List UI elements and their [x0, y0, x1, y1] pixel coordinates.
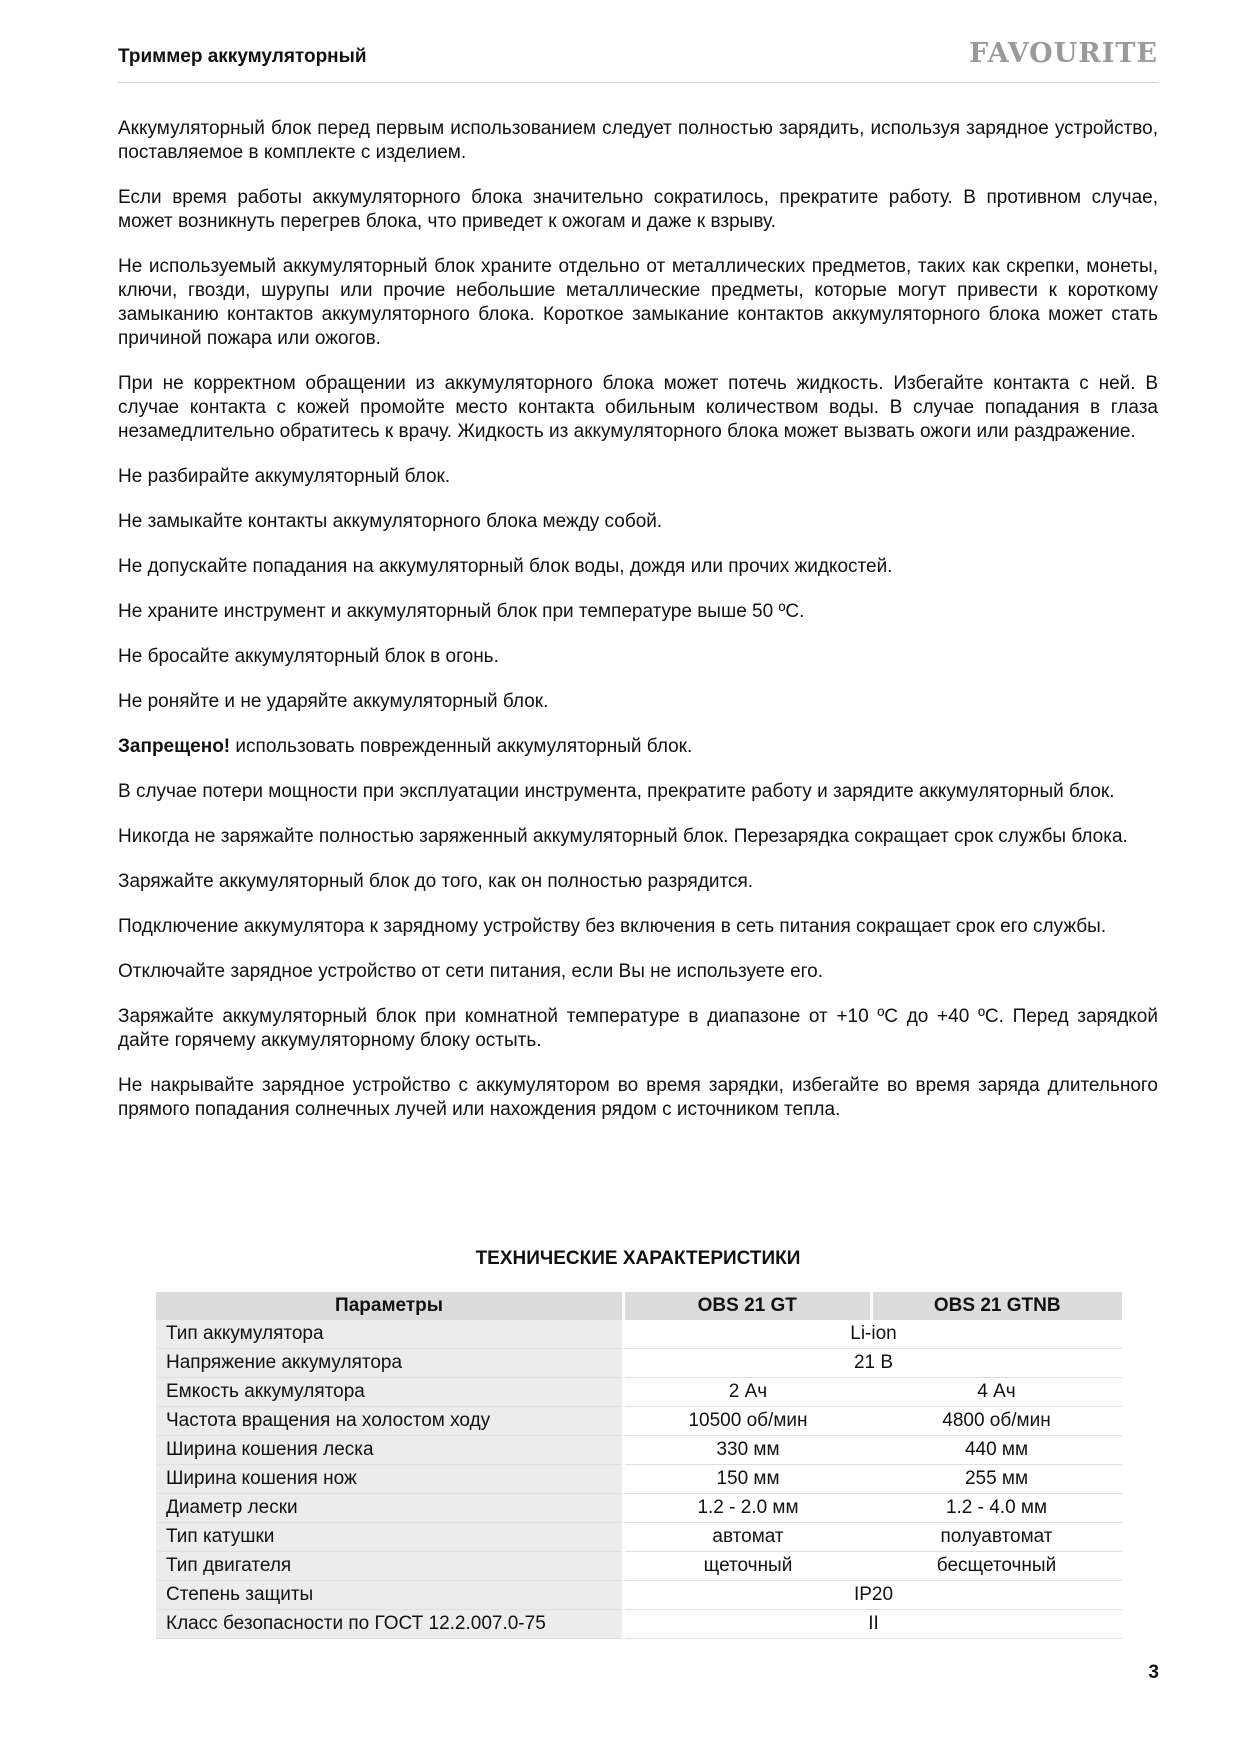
paragraph: Заряжайте аккумуляторный блок при комнатной температуре в диапазоне от +10 ºC до +40 ºC. Перед зарядкой дайте горячему аккумуляторному блоку остыть.	[118, 1006, 1158, 1051]
param-cell: Напряжение аккумулятора	[156, 1349, 624, 1378]
table-header-row	[156, 1292, 1122, 1320]
table-row	[156, 1552, 1122, 1581]
table-row	[156, 1581, 1122, 1610]
paragraph: Аккумуляторный блок перед первым использованием следует полностью зарядить, используя зарядное устройство, поставляемое в комплекте с изделием.	[118, 118, 1158, 163]
paragraph: В случае потери мощности при эксплуатации инструмента, прекратите работу и зарядите аккумуляторный блок.	[118, 781, 1115, 802]
spec-heading: ТЕХНИЧЕСКИЕ ХАРАКТЕРИСТИКИ	[475, 1248, 801, 1269]
value-cell: II	[624, 1610, 1123, 1639]
page-number: 3	[1148, 1662, 1159, 1683]
value-cell-gt: 1.2 - 2.0 мм	[624, 1494, 872, 1523]
paragraph: При не корректном обращении из аккумуляторного блока может потечь жидкость. Избегайте контакта с ней. В случае контакта с кожей промойте место контакта обильным количеством воды. В случае попадания в глаза незамедлительно обратитесь к врачу. Жидкость из аккумуляторного блока может вызвать ожоги или раздражение.	[118, 373, 1158, 442]
value-cell-gtnb: бесщеточный	[871, 1552, 1122, 1581]
paragraph: Заряжайте аккумуляторный блок до того, как он полностью разрядится.	[118, 871, 754, 892]
paragraph: Не накрывайте зарядное устройство с аккумулятором во время зарядки, избегайте во время заряда длительного прямого попадания солнечных лучей или нахождения рядом с источником тепла.	[118, 1075, 1158, 1120]
brand-logo: FAVOURITE	[969, 38, 1158, 69]
param-cell: Тип аккумулятора	[156, 1320, 624, 1349]
paragraph: Никогда не заряжайте полностью заряженный аккумуляторный блок. Перезарядка сокращает срок службы блока.	[118, 826, 1128, 847]
paragraph: Не допускайте попадания на аккумуляторный блок воды, дождя или прочих жидкостей.	[118, 556, 893, 577]
value-cell-gtnb: 1.2 - 4.0 мм	[871, 1494, 1122, 1523]
spec-table	[156, 1292, 1122, 1639]
table-row	[156, 1436, 1122, 1465]
table-row	[156, 1610, 1122, 1639]
value-cell-gtnb: 4 Ач	[871, 1378, 1122, 1407]
param-cell: Степень защиты	[156, 1581, 624, 1610]
table-row	[156, 1523, 1122, 1552]
param-cell: Диаметр лески	[156, 1494, 624, 1523]
value-cell-gt: щеточный	[624, 1552, 872, 1581]
document-title: Триммер аккумуляторный	[118, 46, 367, 67]
value-cell-gtnb: 4800 об/мин	[871, 1407, 1122, 1436]
value-cell: 21 В	[624, 1349, 1123, 1378]
paragraph: Отключайте зарядное устройство от сети питания, если Вы не используете его.	[118, 961, 823, 982]
param-cell: Тип двигателя	[156, 1552, 624, 1581]
table-row	[156, 1320, 1122, 1349]
param-cell: Емкость аккумулятора	[156, 1378, 624, 1407]
value-cell-gtnb: полуавтомат	[871, 1523, 1122, 1552]
value-cell: Li-ion	[624, 1320, 1123, 1349]
column-header-gtnb: OBS 21 GTNB	[871, 1292, 1122, 1320]
table-row	[156, 1494, 1122, 1523]
param-cell: Класс безопасности по ГОСТ 12.2.007.0-75	[156, 1610, 624, 1639]
paragraph: Подключение аккумулятора к зарядному устройству без включения в сеть питания сокращает срок его службы.	[118, 916, 1107, 937]
param-cell: Тип катушки	[156, 1523, 624, 1552]
warning-paragraph	[118, 735, 1158, 759]
value-cell-gtnb: 440 мм	[871, 1436, 1122, 1465]
column-header-params: Параметры	[156, 1292, 624, 1320]
value-cell-gt: 10500 об/мин	[624, 1407, 872, 1436]
value-cell-gtnb: 255 мм	[871, 1465, 1122, 1494]
table-row	[156, 1349, 1122, 1378]
table-row	[156, 1407, 1122, 1436]
paragraph: Не замыкайте контакты аккумуляторного блока между собой.	[118, 511, 663, 532]
column-header-gt: OBS 21 GT	[624, 1292, 872, 1320]
param-cell: Ширина кошения нож	[156, 1465, 624, 1494]
value-cell-gt: 330 мм	[624, 1436, 872, 1465]
warning-text: использовать поврежденный аккумуляторный блок.	[230, 736, 693, 757]
paragraph: Не бросайте аккумуляторный блок в огонь.	[118, 646, 499, 667]
paragraph: Не храните инструмент и аккумуляторный блок при температуре выше 50 ºC.	[118, 601, 805, 622]
value-cell: IP20	[624, 1581, 1123, 1610]
table-row	[156, 1465, 1122, 1494]
value-cell-gt: 2 Ач	[624, 1378, 872, 1407]
value-cell-gt: автомат	[624, 1523, 872, 1552]
paragraph: Не используемый аккумуляторный блок храните отдельно от металлических предметов, таких как скрепки, монеты, ключи, гвозди, шурупы или прочие небольшие металлические предметы, которые могут привести к короткому замыканию контактов аккумуляторного блока. Короткое замыкание контактов аккумуляторного блока может стать причиной пожара или ожогов.	[118, 256, 1158, 349]
value-cell-gt: 150 мм	[624, 1465, 872, 1494]
table-row	[156, 1378, 1122, 1407]
param-cell: Ширина кошения леска	[156, 1436, 624, 1465]
warning-lead: Запрещено!	[118, 736, 231, 757]
paragraph: Не разбирайте аккумуляторный блок.	[118, 466, 451, 487]
page-header	[118, 38, 1158, 83]
paragraph: Если время работы аккумуляторного блока значительно сократилось, прекратите работу. В противном случае, может возникнуть перегрев блока, что приведет к ожогам и даже к взрыву.	[118, 187, 1158, 232]
param-cell: Частота вращения на холостом ходу	[156, 1407, 624, 1436]
safety-instructions	[118, 117, 1158, 1143]
paragraph: Не роняйте и не ударяйте аккумуляторный блок.	[118, 691, 549, 712]
